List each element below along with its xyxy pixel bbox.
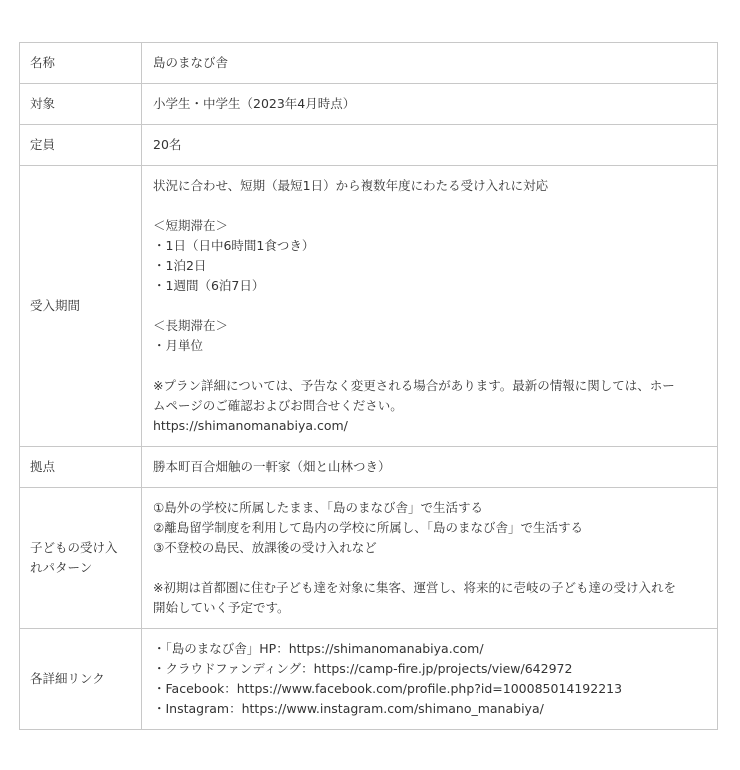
value-line-with-link: https://shimanomanabiya.com/ [153,418,348,433]
row-label [20,43,142,84]
row-value [142,447,718,488]
value-line: ムページのご確認およびお問合せください。 [153,398,403,413]
value-line-with-link: ・クラウドファンディング：https://camp-fire.jp/projects/view/642972 [153,661,573,676]
row-label-text: 受入期間 [30,298,81,313]
value-line: ②離島留学制度を利用して島内の学校に所属し、「島のまなび舎」で生活する [153,520,583,535]
row-label-text: 対象 [30,96,56,111]
blank-line [153,356,707,376]
value-line: ・1週間（6泊7日） [153,278,265,293]
table-row [20,43,718,84]
value-line: 小学生・中学生（2023年4月時点） [153,96,356,111]
row-label [20,166,142,447]
info-sheet [19,42,718,730]
row-label-text: 定員 [30,137,56,152]
row-label-line: れパターン [30,560,93,575]
value-line: ・1泊2日 [153,258,207,273]
value-line-with-link: ・Facebook：https://www.facebook.com/profile.php?id=100085014192213 [153,681,623,696]
value-line: ・月単位 [153,338,204,353]
row-value [142,84,718,125]
row-label-text: 拠点 [30,459,56,474]
value-line: ＜長期滞在＞ [153,318,229,333]
value-line-with-link: ・Instagram：https://www.instagram.com/shimano_manabiya/ [153,701,544,716]
table-row [20,447,718,488]
blank-line [153,296,707,316]
row-label-text: 名称 [30,55,56,70]
row-value [142,629,718,730]
table-row [20,488,718,629]
row-label [20,84,142,125]
row-value [142,125,718,166]
info-table-body [20,43,718,730]
value-line: 勝本町百合畑触の一軒家（畑と山林つき） [153,459,391,474]
blank-line [153,196,707,216]
value-line: 20名 [153,137,182,152]
info-table [19,42,718,730]
row-value [142,488,718,629]
value-line: ①島外の学校に所属したまま、「島のまなび舎」で生活する [153,500,483,515]
value-line: ※初期は首都圏に住む子ども達を対象に集客、運営し、将来的に壱岐の子ども達の受け入れを [153,580,676,595]
blank-line [153,558,707,578]
table-row [20,84,718,125]
value-line: 状況に合わせ、短期（最短1日）から複数年度にわたる受け入れに対応 [153,178,549,193]
value-line: 開始していく予定です。 [153,600,290,615]
row-label-line: 子どもの受け入 [30,540,118,555]
row-label [20,447,142,488]
value-line: ※プラン詳細については、予告なく変更される場合があります。最新の情報に関しては、ホー [153,378,675,393]
table-row [20,629,718,730]
value-line: 島のまなび舎 [153,55,229,70]
value-line-with-link: ・「島のまなび舎」HP：https://shimanomanabiya.com/ [153,641,484,656]
row-label [20,488,142,629]
table-row [20,166,718,447]
table-row [20,125,718,166]
value-line: ③不登校の島民、放課後の受け入れなど [153,540,377,555]
value-line: ・1日（日中6時間1食つき） [153,238,315,253]
value-line: ＜短期滞在＞ [153,218,229,233]
row-value [142,166,718,447]
row-label-text: 各詳細リンク [30,671,105,686]
row-label [20,629,142,730]
row-label [20,125,142,166]
row-value [142,43,718,84]
